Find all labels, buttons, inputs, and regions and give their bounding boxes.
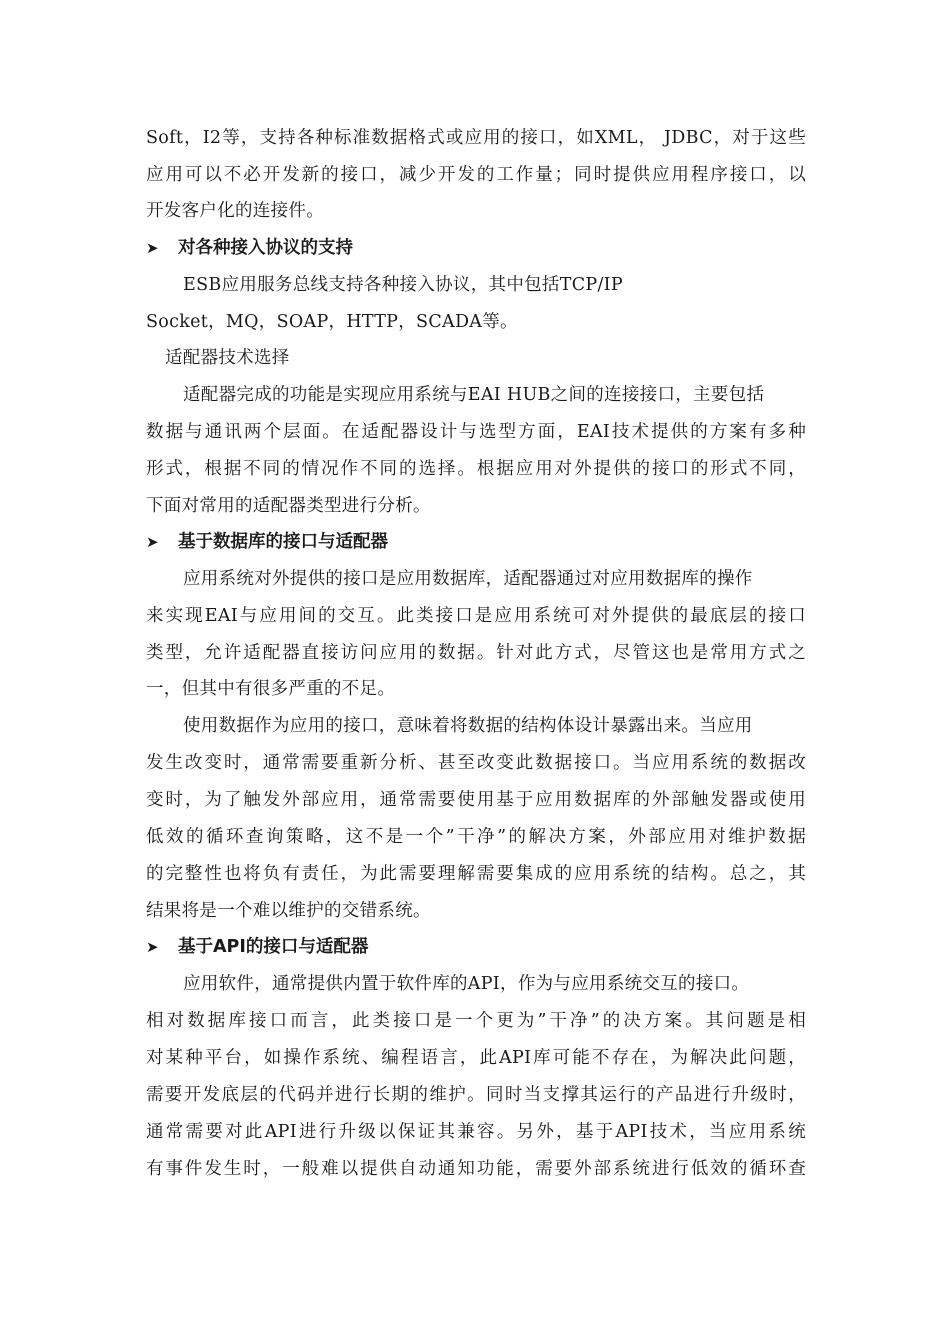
paragraph-line: 应用系统对外提供的接口是应用数据库，适配器通过对应用数据库的操作 bbox=[183, 569, 753, 589]
arrow-bullet-icon: ➤ bbox=[146, 239, 159, 257]
paragraph-line: 形式，根据不同的情况作不同的选择。根据应用对外提供的接口的形式不同， bbox=[146, 459, 806, 479]
heading-title: 基于API的接口与适配器 bbox=[178, 937, 369, 957]
subsection-title: 适配器技术选择 bbox=[165, 348, 290, 368]
paragraph-line: 低效的循环查询策略，这不是一个”干净”的解决方案，外部应用对维护数据 bbox=[146, 827, 806, 847]
section-heading-protocols bbox=[146, 236, 353, 260]
arrow-bullet-icon: ➤ bbox=[146, 533, 159, 551]
paragraph-line: 应用可以不必开发新的接口，减少开发的工作量；同时提供应用程序接口，以 bbox=[146, 165, 806, 185]
section-heading-api bbox=[146, 935, 368, 959]
paragraph-line: 需要开发底层的代码并进行长期的维护。同时当支撑其运行的产品进行升级时， bbox=[146, 1085, 806, 1105]
paragraph-line: 发生改变时，通常需要重新分析、甚至改变此数据接口。当应用系统的数据改 bbox=[146, 753, 806, 773]
arrow-bullet-icon: ➤ bbox=[146, 938, 159, 956]
paragraph-line: Soft，I2等，支持各种标准数据格式或应用的接口，如XML， JDBC，对于这些 bbox=[146, 128, 806, 148]
paragraph-line: 结果将是一个难以维护的交错系统。 bbox=[146, 901, 431, 921]
heading-title: 基于数据库的接口与适配器 bbox=[178, 532, 388, 552]
paragraph-line: 相对数据库接口而言，此类接口是一个更为”干净”的决方案。其问题是相 bbox=[146, 1011, 806, 1031]
paragraph-line: 通常需要对此API进行升级以保证其兼容。另外，基于API技术，当应用系统 bbox=[146, 1122, 806, 1142]
paragraph-line: 类型，允许适配器直接访问应用的数据。针对此方式，尽管这也是常用方式之 bbox=[146, 643, 806, 663]
paragraph-line: Socket，MQ，SOAP，HTTP，SCADA等。 bbox=[146, 312, 518, 332]
paragraph-line: 适配器完成的功能是实现应用系统与EAI HUB之间的连接接口，主要包括 bbox=[183, 385, 765, 405]
paragraph-line: 来实现EAI与应用间的交互。此类接口是应用系统可对外提供的最底层的接口 bbox=[146, 606, 806, 626]
paragraph-line: 下面对常用的适配器类型进行分析。 bbox=[146, 496, 431, 516]
paragraph-line: 对某种平台，如操作系统、编程语言，此API库可能不存在，为解决此问题， bbox=[146, 1048, 806, 1068]
paragraph-line: 开发客户化的连接件。 bbox=[146, 201, 324, 221]
section-heading-database bbox=[146, 530, 388, 554]
heading-title: 对各种接入协议的支持 bbox=[178, 238, 353, 258]
paragraph-line: 一，但其中有很多严重的不足。 bbox=[146, 679, 396, 699]
paragraph-line: 的完整性也将负有责任，为此需要理解需要集成的应用系统的结构。总之，其 bbox=[146, 864, 806, 884]
paragraph-line: 应用软件，通常提供内置于软件库的API，作为与应用系统交互的接口。 bbox=[183, 974, 750, 994]
paragraph-line: 使用数据作为应用的接口，意味着将数据的结构体设计暴露出来。当应用 bbox=[183, 716, 753, 736]
paragraph-line: 有事件发生时，一般难以提供自动通知功能，需要外部系统进行低效的循环查 bbox=[146, 1159, 806, 1179]
paragraph-line: 变时，为了触发外部应用，通常需要使用基于应用数据库的外部触发器或使用 bbox=[146, 790, 806, 810]
paragraph-line: ESB应用服务总线支持各种接入协议，其中包括TCP/IP bbox=[183, 275, 623, 295]
paragraph-line: 数据与通讯两个层面。在适配器设计与选型方面，EAI技术提供的方案有多种 bbox=[146, 422, 806, 442]
